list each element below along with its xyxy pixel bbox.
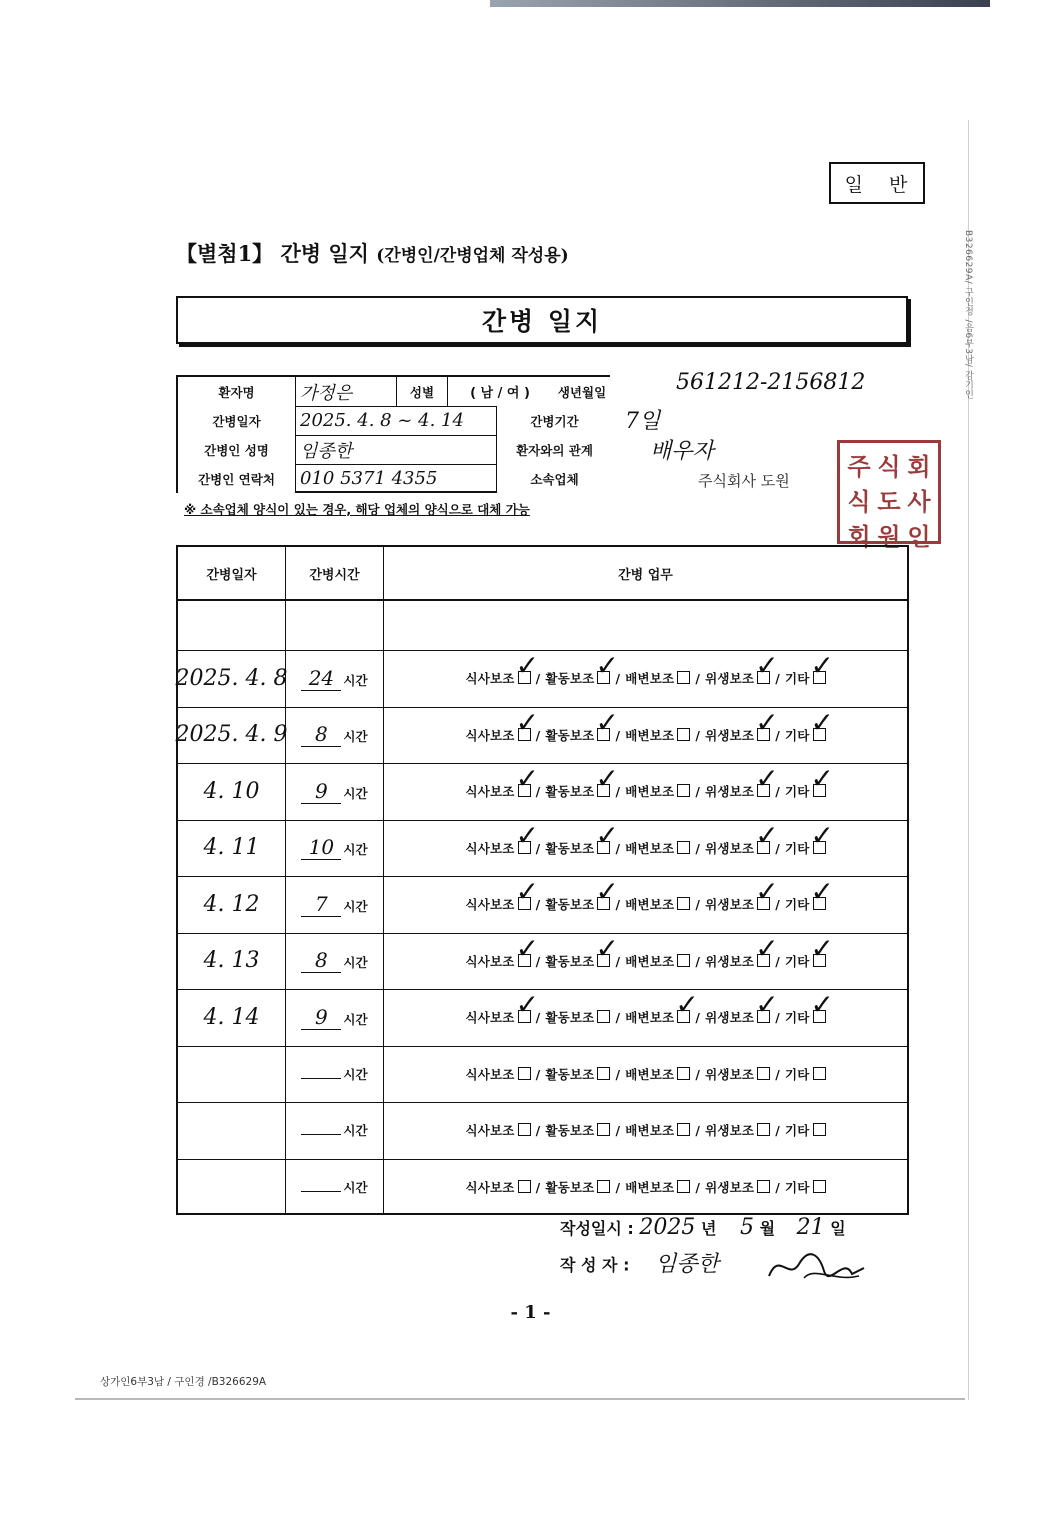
log-date: 4. 13 — [203, 948, 260, 974]
seal-char: 도 — [877, 488, 901, 516]
info-row-contact — [178, 464, 608, 493]
task-checkbox[interactable] — [677, 784, 690, 797]
task-label: 식사보조 — [465, 953, 515, 969]
task-checkbox[interactable] — [757, 1123, 770, 1136]
task-separator: / — [535, 897, 541, 913]
task-checkbox[interactable] — [677, 897, 690, 910]
task-separator: / — [535, 727, 541, 743]
task-separator: / — [775, 1123, 780, 1139]
log-hours-value — [301, 1191, 341, 1192]
task-checkbox[interactable] — [597, 1123, 610, 1136]
relation-label: 환자와의 관계 — [496, 435, 612, 464]
task-checkbox[interactable] — [677, 1067, 690, 1080]
log-date-cell — [178, 989, 286, 1046]
log-hours — [301, 835, 367, 860]
log-date-cell — [178, 1102, 286, 1159]
contact-label: 간병인 연락처 — [178, 464, 296, 493]
task-checkbox[interactable] — [597, 784, 610, 797]
year-unit: 년 — [700, 1219, 717, 1238]
care-date-value: 2025. 4. 8 ~ 4. 14 — [300, 410, 464, 431]
task-label: 활동보조 — [545, 1010, 595, 1026]
month-unit: 월 — [759, 1219, 776, 1238]
task-separator: / — [695, 897, 701, 913]
info-row-caregiver — [178, 435, 608, 465]
log-hours-unit: 시간 — [343, 785, 368, 801]
log-date: 4. 12 — [203, 891, 260, 917]
log-tasks-cell — [384, 650, 907, 707]
task-label: 기타 — [784, 1179, 810, 1195]
task-checkbox[interactable] — [518, 784, 531, 797]
log-tasks — [465, 669, 825, 687]
task-checkbox[interactable] — [518, 1010, 531, 1023]
task-separator: / — [775, 784, 780, 800]
task-checkbox[interactable] — [813, 897, 826, 910]
seal-char: 주 — [847, 453, 871, 481]
log-tasks-cell — [384, 989, 907, 1046]
log-hours-cell — [286, 1159, 384, 1216]
caregiver-name-value: 임종한 — [300, 440, 353, 462]
spacer-cell — [178, 599, 286, 650]
writer-label: 작 성 자 : — [560, 1255, 630, 1275]
task-checkbox[interactable] — [677, 954, 690, 967]
log-hours-cell — [286, 989, 384, 1046]
task-label: 기타 — [784, 671, 810, 687]
log-date-cell — [175, 707, 288, 764]
task-checkbox[interactable] — [813, 784, 826, 797]
log-date-cell — [178, 763, 286, 820]
task-label: 식사보조 — [465, 840, 515, 856]
task-label: 위생보조 — [705, 1179, 755, 1195]
log-tasks-cell — [384, 707, 907, 764]
log-row — [178, 933, 907, 991]
sex-options: ( 남 / 여 ) — [448, 377, 553, 406]
side-code: B326629A/ 구인정 /음6부3남/ 감기인 — [963, 230, 973, 400]
log-tasks-cell — [384, 763, 907, 820]
log-row — [175, 650, 907, 708]
signature-block — [560, 1215, 874, 1286]
task-separator: / — [695, 1123, 701, 1139]
seal-char: 원 — [877, 523, 901, 551]
seal-char: 회 — [847, 523, 871, 551]
birth-label: 생년월일 — [552, 377, 612, 406]
spacer-cell — [384, 599, 907, 650]
task-label: 위생보조 — [705, 1066, 755, 1082]
log-hours-unit: 시간 — [343, 1179, 368, 1195]
log-date-cell — [178, 820, 286, 877]
title-main: 【별첨1】 간병 일지 — [176, 241, 369, 266]
task-label: 식사보조 — [465, 1179, 515, 1195]
task-checkbox[interactable] — [677, 1180, 690, 1193]
log-hours — [301, 1005, 367, 1030]
log-row — [178, 763, 907, 821]
log-hours-value — [301, 1078, 341, 1079]
caregiver-name-label: 간병인 성명 — [178, 435, 296, 464]
log-hours — [301, 666, 367, 691]
task-label: 활동보조 — [545, 727, 595, 743]
log-date: 4. 10 — [203, 778, 260, 804]
log-hours-cell — [286, 1046, 384, 1103]
task-label: 위생보조 — [705, 840, 755, 856]
page-number: - 1 - — [510, 1302, 551, 1323]
task-separator: / — [775, 897, 780, 913]
task-separator: / — [535, 1179, 541, 1195]
task-separator: / — [535, 1066, 541, 1082]
seal-char: 인 — [907, 523, 931, 551]
signed-month: 5 — [740, 1215, 754, 1240]
log-hours — [301, 722, 367, 747]
task-separator: / — [695, 784, 701, 800]
task-checkbox[interactable] — [677, 1010, 690, 1023]
log-tasks — [465, 1065, 825, 1083]
log-date-cell — [178, 933, 286, 990]
form-note: ※ 소속업체 양식이 있는 경우, 해당 업체의 양식으로 대체 가능 — [184, 502, 530, 517]
task-separator: / — [615, 671, 621, 687]
task-checkbox[interactable] — [597, 841, 610, 854]
task-label: 기타 — [784, 784, 810, 800]
task-label: 기타 — [784, 953, 810, 969]
log-hours-value: 9 — [301, 779, 341, 804]
task-label: 배변보조 — [625, 1123, 675, 1139]
task-separator: / — [615, 1179, 621, 1195]
task-label: 위생보조 — [705, 1123, 755, 1139]
signed-day: 21 — [796, 1215, 825, 1240]
task-separator: / — [775, 671, 780, 687]
care-log-table — [176, 545, 909, 1215]
seal-char: 식 — [877, 453, 901, 481]
log-row — [175, 707, 907, 765]
spacer-cell — [286, 599, 384, 650]
bottom-rule — [75, 1398, 965, 1400]
task-label: 기타 — [784, 1066, 810, 1082]
log-hours-value: 10 — [301, 835, 341, 860]
task-separator: / — [535, 1010, 541, 1026]
task-label: 활동보조 — [545, 1123, 595, 1139]
log-row — [178, 1159, 907, 1216]
log-tasks-cell — [384, 933, 907, 990]
log-date-cell — [175, 650, 288, 707]
log-date: 2025. 4. 8 — [175, 665, 288, 691]
log-row — [178, 820, 907, 878]
task-checkbox[interactable] — [813, 841, 826, 854]
task-label: 식사보조 — [465, 784, 515, 800]
task-separator: / — [775, 1179, 780, 1195]
task-label: 기타 — [784, 897, 810, 913]
period-label: 간병기간 — [496, 406, 612, 435]
log-hours-unit: 시간 — [343, 672, 368, 688]
log-date: 2025. 4. 9 — [175, 722, 288, 748]
info-row-date — [178, 406, 608, 436]
log-hours — [301, 1178, 367, 1196]
log-hours-unit: 시간 — [343, 842, 368, 858]
task-label: 배변보조 — [625, 1179, 675, 1195]
task-checkbox[interactable] — [757, 728, 770, 741]
task-separator: / — [615, 784, 621, 800]
task-label: 위생보조 — [705, 784, 755, 800]
task-label: 식사보조 — [465, 727, 515, 743]
task-label: 기타 — [784, 1010, 810, 1026]
log-hours-unit: 시간 — [343, 955, 368, 971]
task-label: 기타 — [784, 727, 810, 743]
log-tasks-cell — [384, 820, 907, 877]
task-checkbox[interactable] — [677, 671, 690, 684]
log-hours-cell — [286, 707, 384, 764]
task-checkbox[interactable] — [597, 954, 610, 967]
task-separator: / — [775, 1066, 780, 1082]
contact-value: 010 5371 4355 — [300, 468, 438, 489]
log-spacer-row — [178, 599, 907, 651]
task-separator: / — [615, 1123, 621, 1139]
task-separator: / — [615, 1010, 621, 1026]
header-hours: 간병시간 — [286, 547, 384, 599]
company-seal-stamp — [837, 440, 941, 551]
task-separator: / — [695, 727, 701, 743]
log-hours-value: 24 — [301, 666, 341, 691]
task-checkbox[interactable] — [597, 1180, 610, 1193]
task-checkbox[interactable] — [757, 784, 770, 797]
seal-char: 식 — [847, 488, 871, 516]
category-badge: 일 반 — [829, 162, 925, 204]
task-checkbox[interactable] — [757, 1180, 770, 1193]
log-tasks-cell — [384, 876, 907, 933]
log-hours-value: 8 — [301, 722, 341, 747]
signed-date-line — [560, 1215, 874, 1240]
task-checkbox[interactable] — [518, 671, 531, 684]
log-hours — [301, 892, 367, 917]
patient-name-label: 환자명 — [178, 377, 296, 406]
signed-date-label: 작성일시 : — [560, 1219, 634, 1238]
log-hours — [301, 948, 367, 973]
log-tasks — [465, 782, 825, 800]
log-tasks — [465, 1178, 825, 1196]
task-checkbox[interactable] — [518, 1067, 531, 1080]
company-label: 소속업체 — [496, 464, 612, 493]
task-checkbox[interactable] — [757, 897, 770, 910]
log-hours-cell — [286, 1102, 384, 1159]
log-header-row — [178, 547, 907, 601]
log-tasks-cell — [384, 1102, 907, 1159]
header-tasks: 간병 업무 — [618, 567, 673, 583]
log-hours-cell — [286, 650, 384, 707]
task-label: 기타 — [784, 1123, 810, 1139]
task-label: 활동보조 — [545, 671, 595, 687]
log-date-cell — [178, 1159, 286, 1216]
task-label: 식사보조 — [465, 671, 515, 687]
task-label: 식사보조 — [465, 1123, 515, 1139]
log-tasks — [465, 1008, 825, 1026]
log-hours — [301, 1121, 367, 1139]
task-label: 식사보조 — [465, 1066, 515, 1082]
task-label: 위생보조 — [705, 1010, 755, 1026]
patient-name-value: 가정은 — [300, 382, 353, 404]
task-label: 식사보조 — [465, 1010, 515, 1026]
task-checkbox[interactable] — [597, 1067, 610, 1080]
task-label: 배변보조 — [625, 953, 675, 969]
log-date: 4. 11 — [203, 835, 260, 861]
task-checkbox[interactable] — [813, 1067, 826, 1080]
task-separator: / — [695, 840, 701, 856]
writer-line — [560, 1246, 874, 1286]
log-hours-unit: 시간 — [343, 1066, 368, 1082]
seal-char: 사 — [907, 488, 931, 516]
task-separator: / — [695, 671, 701, 687]
task-separator: / — [615, 1066, 621, 1082]
task-checkbox[interactable] — [518, 1180, 531, 1193]
task-checkbox[interactable] — [757, 1010, 770, 1023]
task-checkbox[interactable] — [597, 897, 610, 910]
task-separator: / — [535, 840, 541, 856]
log-tasks-cell — [384, 1046, 907, 1103]
task-label: 위생보조 — [705, 727, 755, 743]
task-checkbox[interactable] — [518, 1123, 531, 1136]
task-checkbox[interactable] — [813, 1010, 826, 1023]
task-label: 활동보조 — [545, 1066, 595, 1082]
log-hours-value: 8 — [301, 948, 341, 973]
log-hours-value — [301, 1134, 341, 1135]
handwritten-signature-icon — [764, 1246, 874, 1286]
task-separator: / — [615, 727, 621, 743]
seal-char: 회 — [907, 453, 931, 481]
log-row — [178, 876, 907, 934]
scan-top-edge — [490, 0, 990, 7]
log-row — [178, 1046, 907, 1104]
log-tasks — [465, 895, 825, 913]
care-date-label: 간병일자 — [178, 406, 296, 435]
task-checkbox[interactable] — [757, 954, 770, 967]
task-checkbox[interactable] — [813, 728, 826, 741]
task-label: 기타 — [784, 840, 810, 856]
log-hours-unit: 시간 — [343, 1123, 368, 1139]
task-checkbox[interactable] — [757, 671, 770, 684]
task-separator: / — [775, 1010, 780, 1026]
log-tasks — [465, 726, 825, 744]
task-separator: / — [695, 1010, 701, 1026]
info-row-patient — [178, 377, 608, 407]
task-checkbox[interactable] — [597, 1010, 610, 1023]
task-separator: / — [615, 953, 621, 969]
task-checkbox[interactable] — [677, 728, 690, 741]
log-tasks — [465, 1121, 825, 1139]
task-checkbox[interactable] — [677, 841, 690, 854]
task-separator: / — [695, 1066, 701, 1082]
log-hours-cell — [286, 876, 384, 933]
task-checkbox[interactable] — [518, 954, 531, 967]
task-label: 위생보조 — [705, 671, 755, 687]
task-checkbox[interactable] — [757, 1067, 770, 1080]
task-checkbox[interactable] — [518, 841, 531, 854]
task-checkbox[interactable] — [757, 841, 770, 854]
task-checkbox[interactable] — [597, 671, 610, 684]
footer-code: 상가인6부3남 / 구인경 /B326629A — [100, 1376, 267, 1388]
title-sub: (간병인/간병업체 작성용) — [376, 246, 569, 266]
log-tasks — [465, 839, 825, 857]
task-separator: / — [775, 727, 780, 743]
writer-name: 임종한 — [655, 1251, 719, 1277]
task-label: 위생보조 — [705, 897, 755, 913]
company-value: 주식회사 도원 — [698, 472, 790, 490]
task-separator: / — [535, 784, 541, 800]
log-date-cell — [178, 1046, 286, 1103]
log-hours — [301, 779, 367, 804]
period-value: 7일 — [625, 409, 661, 434]
day-unit: 일 — [830, 1219, 846, 1238]
task-label: 활동보조 — [545, 1179, 595, 1195]
task-label: 위생보조 — [705, 953, 755, 969]
task-label: 배변보조 — [625, 897, 675, 913]
log-tasks-cell — [384, 1159, 907, 1216]
relation-value: 배우자 — [650, 439, 714, 464]
log-hours-cell — [286, 763, 384, 820]
task-label: 배변보조 — [625, 1010, 675, 1026]
task-separator: / — [615, 897, 621, 913]
log-hours-value: 9 — [301, 1005, 341, 1030]
log-date: 4. 14 — [203, 1004, 260, 1030]
task-label: 배변보조 — [625, 840, 675, 856]
log-date-cell — [178, 876, 286, 933]
task-checkbox[interactable] — [813, 954, 826, 967]
task-separator: / — [535, 671, 541, 687]
task-checkbox[interactable] — [518, 897, 531, 910]
document-title — [176, 238, 569, 268]
task-label: 배변보조 — [625, 784, 675, 800]
log-row — [178, 1102, 907, 1160]
task-separator: / — [695, 953, 701, 969]
task-separator: / — [615, 840, 621, 856]
task-separator: / — [695, 1179, 701, 1195]
log-tasks — [465, 952, 825, 970]
task-checkbox[interactable] — [677, 1123, 690, 1136]
header-date: 간병일자 — [178, 547, 286, 599]
log-hours-unit: 시간 — [343, 898, 368, 914]
sex-label: 성별 — [396, 377, 448, 406]
log-hours — [301, 1065, 367, 1083]
log-hours-value: 7 — [301, 892, 341, 917]
task-checkbox[interactable] — [813, 671, 826, 684]
log-hours-cell — [286, 933, 384, 990]
signed-year: 2025 — [639, 1215, 696, 1240]
task-checkbox[interactable] — [518, 728, 531, 741]
task-label: 배변보조 — [625, 1066, 675, 1082]
task-label: 활동보조 — [545, 784, 595, 800]
patient-info-table — [176, 375, 610, 493]
task-label: 활동보조 — [545, 953, 595, 969]
task-checkbox[interactable] — [813, 1123, 826, 1136]
task-separator: / — [535, 1123, 541, 1139]
log-row — [178, 989, 907, 1047]
task-label: 배변보조 — [625, 671, 675, 687]
task-label: 식사보조 — [465, 897, 515, 913]
task-separator: / — [775, 840, 780, 856]
log-hours-unit: 시간 — [343, 1011, 368, 1027]
log-hours-cell — [286, 820, 384, 877]
task-checkbox[interactable] — [813, 1180, 826, 1193]
log-hours-unit: 시간 — [343, 729, 368, 745]
task-separator: / — [535, 953, 541, 969]
form-title-box: 간병 일지 — [176, 296, 908, 344]
task-label: 활동보조 — [545, 897, 595, 913]
task-separator: / — [775, 953, 780, 969]
task-label: 배변보조 — [625, 727, 675, 743]
task-label: 활동보조 — [545, 840, 595, 856]
task-checkbox[interactable] — [597, 728, 610, 741]
birth-value: 561212-2156812 — [676, 370, 866, 395]
